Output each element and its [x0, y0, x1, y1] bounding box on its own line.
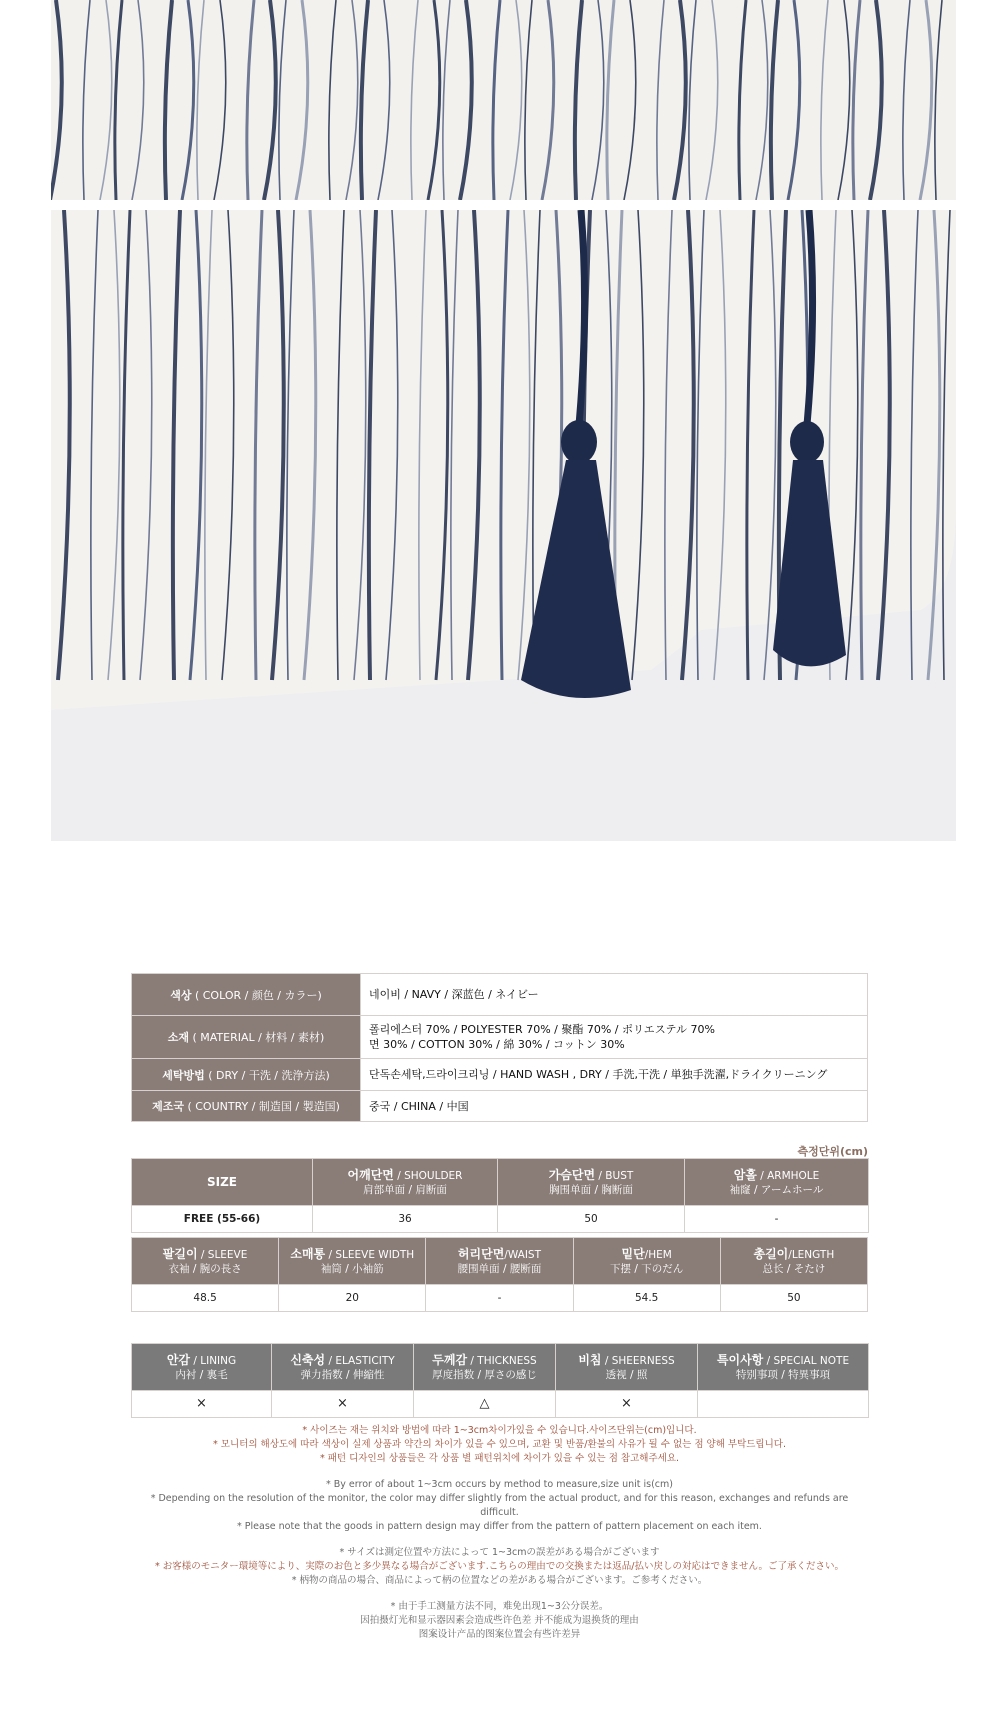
sheerness-value: ×	[556, 1391, 698, 1418]
length-value: 50	[720, 1285, 867, 1312]
sleeve-width-header: 소매통 / SLEEVE WIDTH 袖筒 / 小袖筋	[279, 1238, 426, 1285]
note-cn-3: 图案设计产品的图案位置会有些许差异	[418, 1629, 581, 1640]
note-cn-1: * 由于手工测量方法不同，难免出现1~3公分误差。	[390, 1601, 609, 1612]
armhole-header: 암홀 / ARMHOLE 袖窿 / アームホール	[685, 1159, 869, 1206]
info-row-country	[132, 1091, 868, 1122]
note-en-1: * By error of about 1~3cm occurs by method to measure,size unit is(cm)	[326, 1479, 673, 1490]
hem-value: 54.5	[573, 1285, 720, 1312]
feature-table	[131, 1343, 869, 1418]
size-notes	[131, 1424, 868, 1642]
info-row-color	[132, 974, 868, 1016]
info-value: 네이비 / NAVY / 深蓝色 / ネイビー	[361, 974, 868, 1016]
special-note-header: 특이사항 / SPECIAL NOTE 特别事项 / 特異事項	[698, 1344, 869, 1391]
lining-value: ×	[132, 1391, 272, 1418]
hem-header: 밑단/HEM 下摆 / 下のだん	[573, 1238, 720, 1285]
size-table-main	[131, 1158, 869, 1233]
thickness-header: 두께감 / THICKNESS 厚度指数 / 厚さの感じ	[414, 1344, 556, 1391]
bust-header: 가슴단면 / BUST 胸围单面 / 胸断面	[498, 1159, 685, 1206]
sleeve-value: 48.5	[132, 1285, 279, 1312]
lining-header: 안감 / LINING 内衬 / 裏毛	[132, 1344, 272, 1391]
note-en-2: * Depending on the resolution of the monitor, the color may differ slightly from the actual product, and for this reason, exchanges and refunds are difficult.	[150, 1493, 849, 1518]
note-en-3: * Please note that the goods in pattern design may differ from the pattern of pattern placement on each item.	[237, 1521, 762, 1532]
size-header: SIZE	[132, 1159, 313, 1206]
size-table-detail	[131, 1237, 868, 1312]
info-label: 소재 ( MATERIAL / 材料 / 素材)	[132, 1016, 361, 1059]
sheerness-header: 비침 / SHEERNESS 透视 / 照	[556, 1344, 698, 1391]
elasticity-header: 신축성 / ELASTICITY 弹力指数 / 伸縮性	[272, 1344, 414, 1391]
sleeve-header: 팔길이 / SLEEVE 衣袖 / 腕の長さ	[132, 1238, 279, 1285]
special-note-value	[698, 1391, 869, 1418]
elasticity-value: ×	[272, 1391, 414, 1418]
fabric-photo-tassel	[51, 210, 956, 841]
shoulder-header: 어깨단면 / SHOULDER 肩部单面 / 肩断面	[313, 1159, 498, 1206]
length-header: 총길이/LENGTH 总长 / そたけ	[720, 1238, 867, 1285]
note-jp-1: * サイズは測定位置や方法によって 1~3cmの誤差がある場合がございます	[339, 1547, 660, 1558]
info-label: 색상 ( COLOR / 颜色 / カラー)	[132, 974, 361, 1016]
info-value: 폴리에스터 70% / POLYESTER 70% / 聚酯 70% / ポリエステル 70% 면 30% / COTTON 30% / 綿 30% / コットン 30%	[361, 1016, 868, 1059]
waist-value: -	[426, 1285, 573, 1312]
armhole-value: -	[685, 1206, 869, 1233]
info-value: 단독손세탁,드라이크리닝 / HAND WASH , DRY / 手洗,干洗 / 単独手洗濯,ドライクリーニング	[361, 1059, 868, 1091]
info-label: 세탁방법 ( DRY / 干洗 / 洗浄方法)	[132, 1059, 361, 1091]
fabric-photo-top	[51, 0, 956, 200]
note-kr-3: * 패턴 디자인의 상품들은 각 상품 별 패턴위치에 차이가 있을 수 있는 점 참고해주세요.	[319, 1453, 680, 1464]
note-jp-3: * 柄物の商品の場合、商品によって柄の位置などの差がある場合がございます。ご参考ください。	[291, 1575, 708, 1586]
shoulder-value: 36	[313, 1206, 498, 1233]
note-kr-1: * 사이즈는 재는 위치와 방법에 따라 1~3cm차이가있을 수 있습니다.사이즈단위는(cm)입니다.	[302, 1425, 697, 1436]
sleeve-width-value: 20	[279, 1285, 426, 1312]
product-info-table	[131, 973, 868, 1122]
info-row-wash	[132, 1059, 868, 1091]
info-value: 중국 / CHINA / 中国	[361, 1091, 868, 1122]
fabric-photo-top-image	[51, 0, 956, 200]
info-row-material	[132, 1016, 868, 1059]
size-value: FREE (55-66)	[132, 1206, 313, 1233]
waist-header: 허리단면/WAIST 腰围单面 / 腰断面	[426, 1238, 573, 1285]
note-kr-2: * 모니터의 해상도에 따라 색상이 실제 상품과 약간의 차이가 있을 수 있으며, 교환 및 반품/환불의 사유가 될 수 없는 점 양해 부탁드립니다.	[213, 1439, 786, 1450]
note-jp-2: * お客様のモニター環境等により、実際のお色と多少異なる場合がございます.こちらの理由での交換または返品/払い戻しの対応はできません。ご了承ください。	[154, 1561, 845, 1572]
bust-value: 50	[498, 1206, 685, 1233]
note-cn-2: 因拍摄灯光和显示器因素会造成些许色差 并不能成为退换货的理由	[360, 1615, 639, 1626]
thickness-value: △	[414, 1391, 556, 1418]
measurement-unit-label: 측정단위(cm)	[797, 1145, 868, 1158]
fabric-photo-tassel-image	[51, 210, 956, 841]
info-label: 제조국 ( COUNTRY / 制造国 / 製造国)	[132, 1091, 361, 1122]
